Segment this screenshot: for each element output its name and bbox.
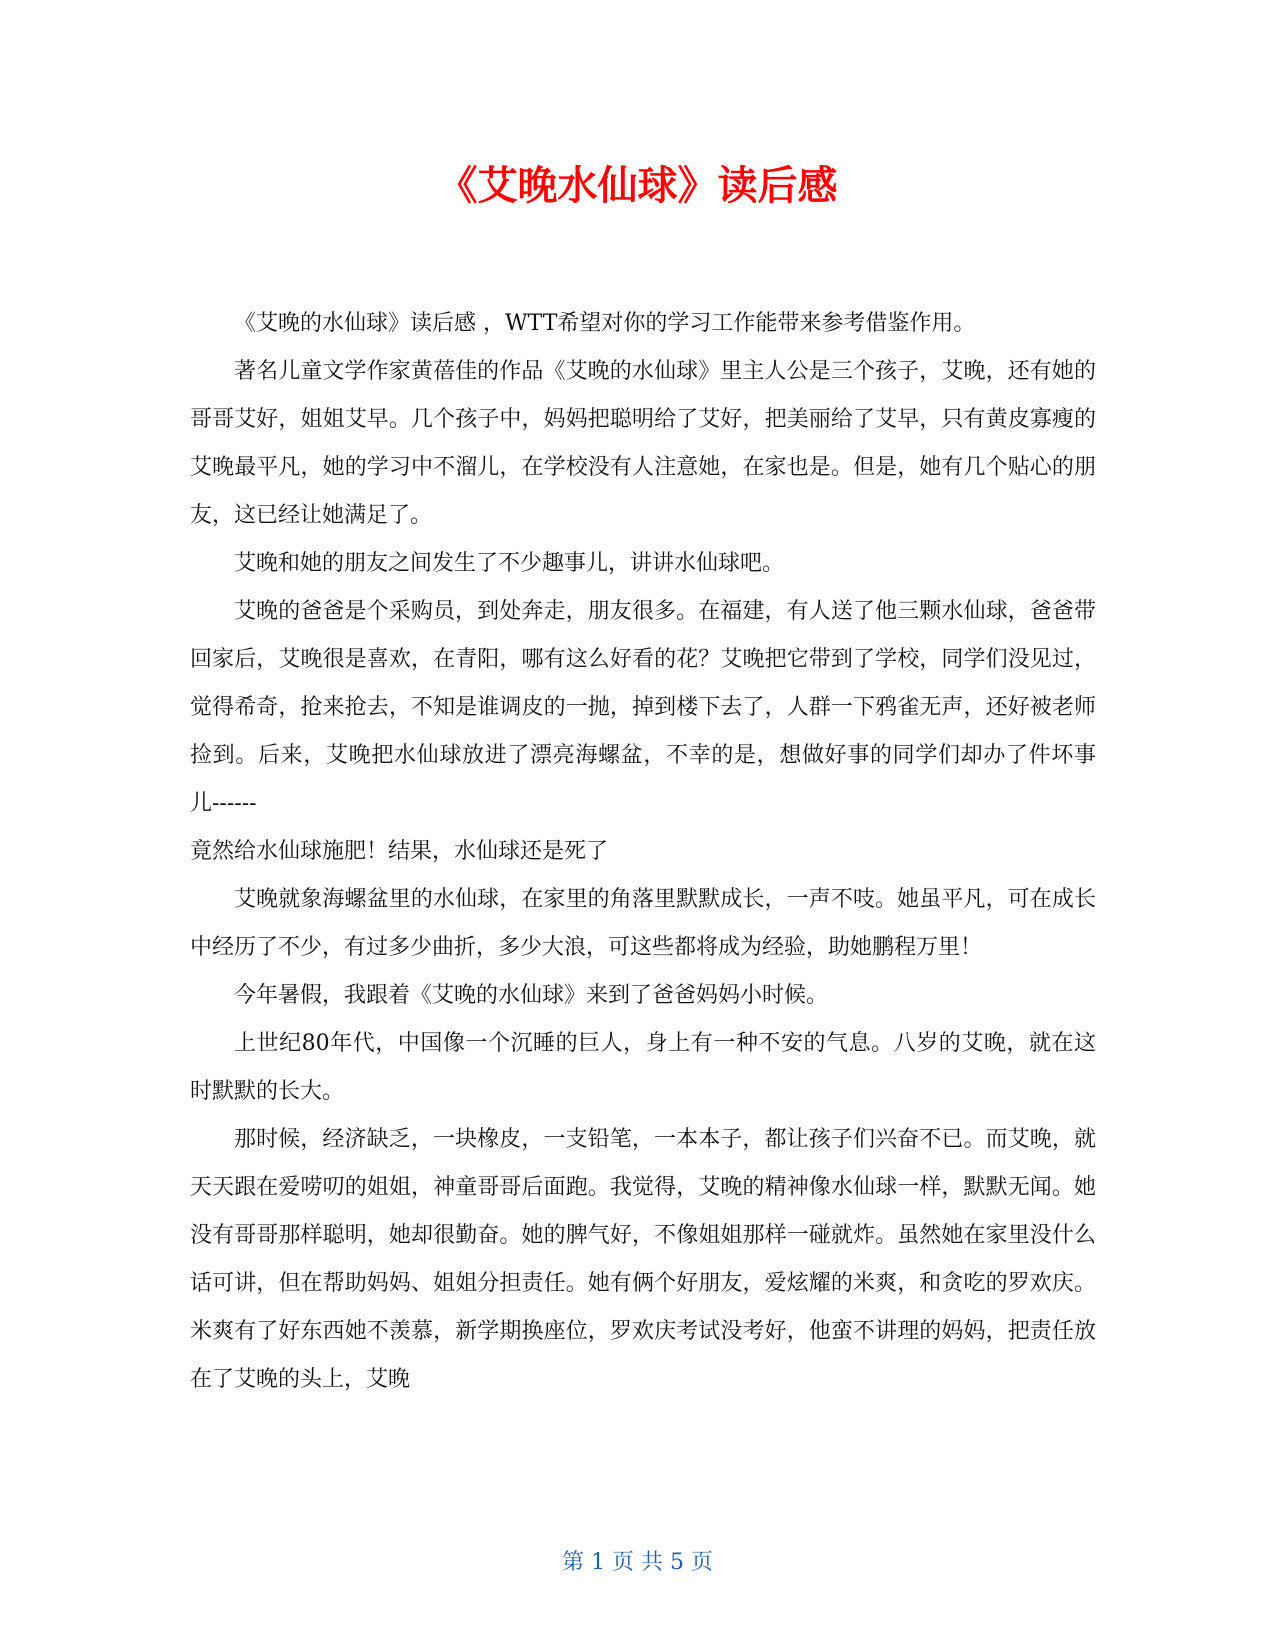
total-pages-number: 5	[670, 1550, 684, 1575]
paragraph-fertilizer: 竟然给水仙球施肥！结果，水仙球还是死了	[190, 839, 609, 864]
page-label-mid: 页 共	[612, 1550, 663, 1575]
paragraph-narcissus-story: 艾晚的爸爸是个采购员，到处奔走，朋友很多。在福建，有人送了他三颗水仙球，爸爸带回家后，艾晚很是喜欢，在青阳，哪有这么好看的花？艾晚把它带到了学校，同学们没见过，觉得希奇，抢来抢去，不知是谁调皮的一抛，掉到楼下去了，人群一下鸦雀无声，还好被老师捡到。后来，艾晚把水仙球放进了漂亮海螺盆，不幸的是，想做好事的同学们却办了件坏事儿------	[190, 599, 1096, 816]
paragraph-character: 那时候，经济缺乏，一块橡皮，一支铅笔，一本本子，都让孩子们兴奋不已。而艾晚，就天天跟在爱唠叨的姐姐，神童哥哥后面跑。我觉得，艾晚的精神像水仙球一样，默默无闻。她没有哥哥那样聪明，她却很勤奋。她的脾气好，不像姐姐那样一碰就炸。虽然她在家里没什么话可讲，但在帮助妈妈、姐姐分担责任。她有俩个好朋友，爱炫耀的米爽，和贪吃的罗欢庆。米爽有了好东西她不羡慕，新学期换座位，罗欢庆考试没考好，他蛮不讲理的妈妈，把责任放在了艾晚的头上，艾晚	[190, 1127, 1096, 1392]
paragraph-protagonists: 著名儿童文学作家黄蓓佳的作品《艾晚的水仙球》里主人公是三个孩子，艾晚，还有她的哥哥艾好，姐姐艾早。几个孩子中，妈妈把聪明给了艾好，把美丽给了艾早，只有黄皮寡瘦的艾晚最平凡，她的学习中不溜儿，在学校没有人注意她，在家也是。但是，她有几个贴心的朋友，这已经让她满足了。	[190, 359, 1096, 528]
document-title: 《艾晚水仙球》读后感	[437, 163, 838, 209]
page-label-prefix: 第	[561, 1550, 584, 1575]
page-label-suffix: 页	[691, 1550, 714, 1575]
paragraph-intro: 《艾晚的水仙球》读后感 ，WTT希望对你的学习工作能带来参考借鉴作用。	[234, 311, 976, 336]
paragraph-growth: 艾晚就象海螺盆里的水仙球，在家里的角落里默默成长，一声不吱。她虽平凡，可在成长中经历了不少，有过多少曲折，多少大浪，可这些都将成为经验，助她鹏程万里！	[190, 887, 1096, 960]
paragraph-friends: 艾晚和她的朋友之间发生了不少趣事儿，讲讲水仙球吧。	[234, 551, 785, 576]
page-footer	[0, 1548, 1275, 1578]
paragraph-1980s: 上世纪80年代，中国像一个沉睡的巨人，身上有一种不安的气息。八岁的艾晚，就在这时默默的长大。	[190, 1031, 1096, 1104]
document-body	[190, 300, 1096, 1404]
current-page-number: 1	[591, 1550, 605, 1575]
paragraph-summer: 今年暑假，我跟着《艾晚的水仙球》来到了爸爸妈妈小时候。	[234, 983, 829, 1008]
